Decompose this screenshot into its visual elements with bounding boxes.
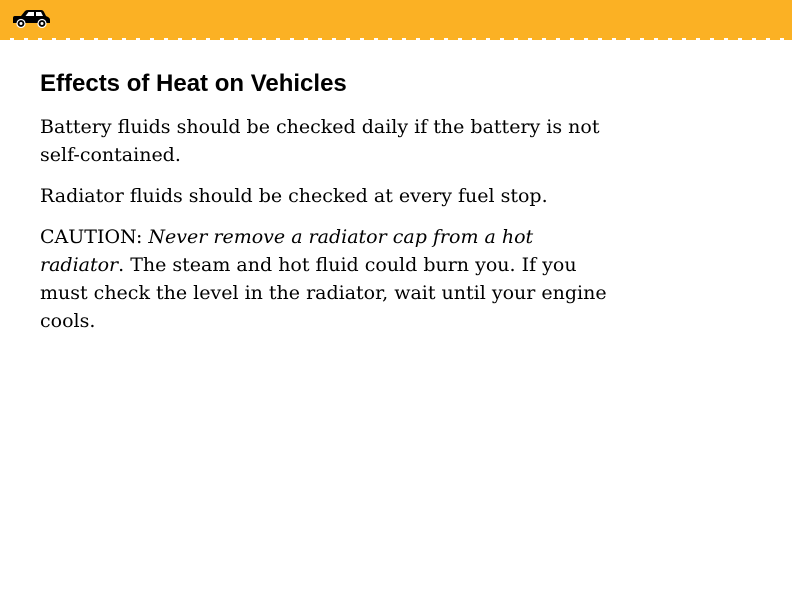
battery-paragraph: Battery fluids should be checked daily if the battery is not self-contained.: [40, 116, 600, 166]
caution-detail: . The steam and hot fluid could burn you. If you must check the level in the radiator, wait until your engine cools.: [40, 254, 607, 332]
caution-warning: Never remove a radiator cap from a hot radiator: [40, 226, 534, 276]
radiator-paragraph: Radiator fluids should be checked at every fuel stop.: [40, 185, 548, 207]
caution-paragraph: [40, 223, 612, 335]
car-icon: [10, 8, 52, 28]
header-band: [0, 0, 792, 38]
header-dashed-edge: [0, 34, 792, 40]
slide-title: Effects of Heat on Vehicles: [40, 70, 347, 97]
slide-body: [40, 113, 612, 348]
caution-label: CAUTION:: [40, 226, 149, 248]
